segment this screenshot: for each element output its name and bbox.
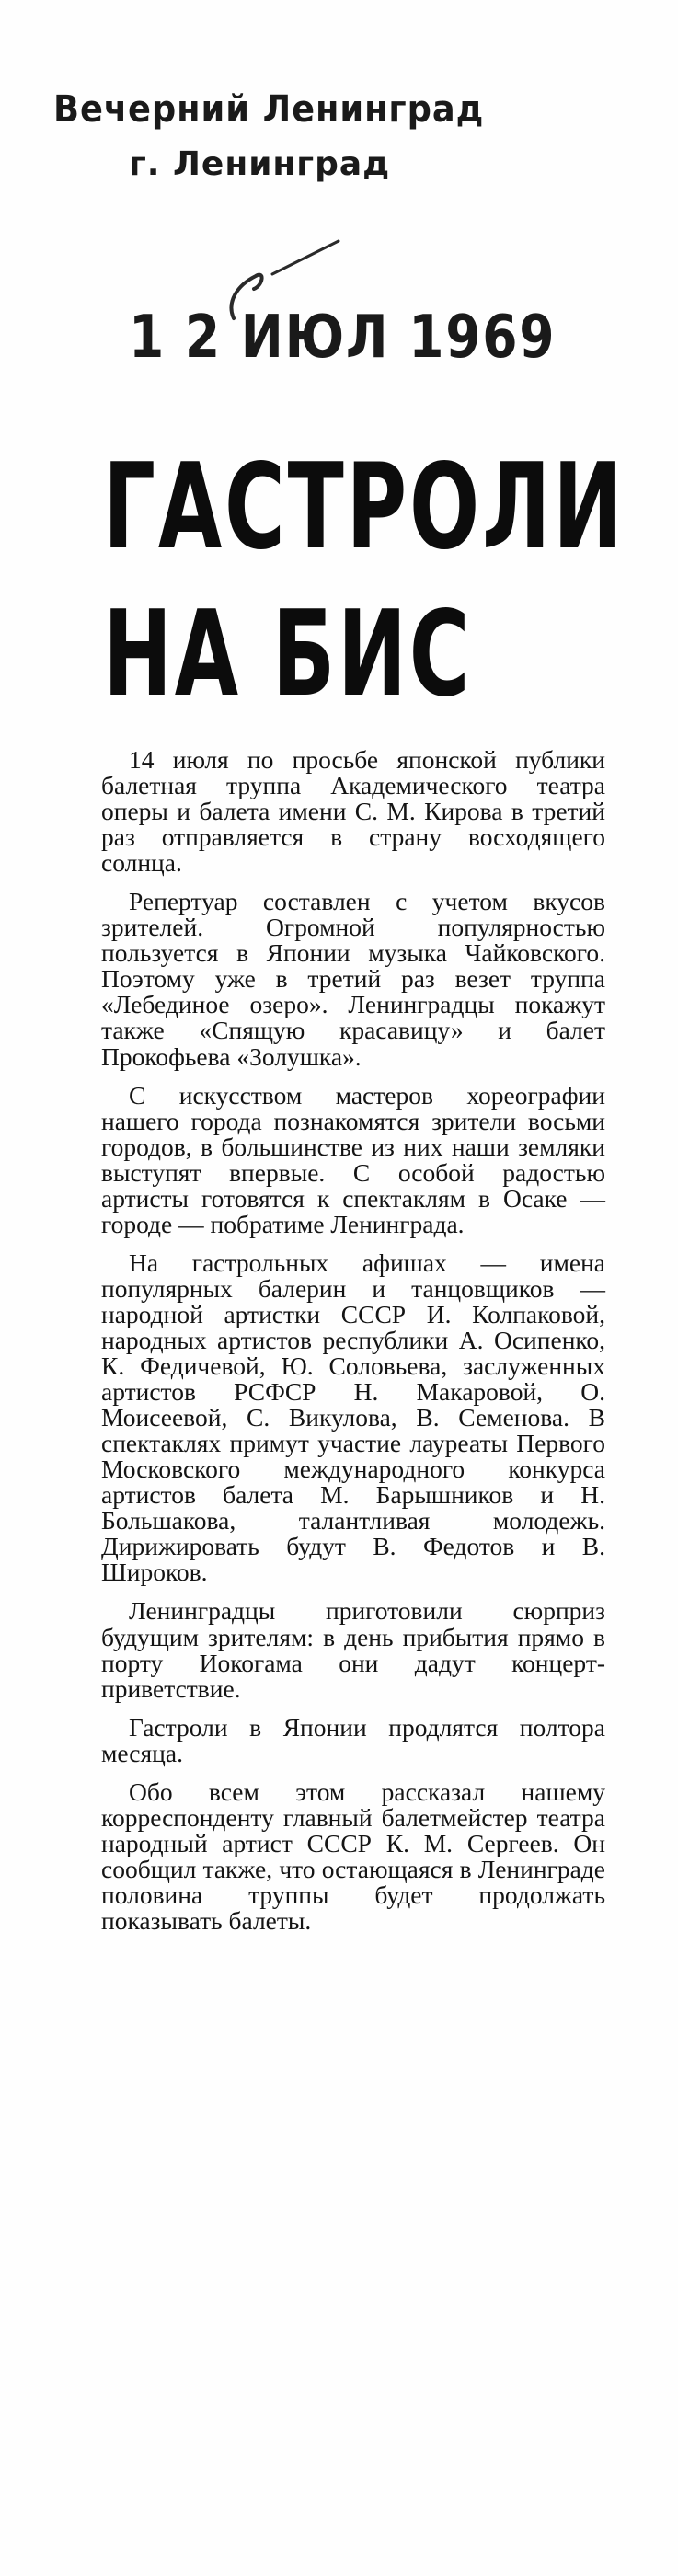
newspaper-name-stamp: Вечерний Ленинград bbox=[53, 88, 485, 131]
article-paragraph: Репертуар составлен с учетом вкусов зрителей. Огромной популярностью пользуется в Японии музыка Чайковского. Поэтому уже в третий раз везет труппа «Лебединое озеро». Ленинградцы покажут также «Спящую красавицу» и балет Прокофьева «Золушка». bbox=[101, 887, 605, 1071]
article-paragraph: Гастроли в Японии продлятся полтора месяца. bbox=[101, 1712, 605, 1767]
headline-line-1: ГАСТРОЛИ bbox=[103, 439, 625, 576]
article-paragraph: На гастрольных афишах — имена популярных балерин и танцовщиков — народной артистки СССР И. Колпаковой, народных артистов республики А. Осипенко, К. Федичевой, Ю. Соловьева, заслуженных артистов РСФСР Н. Макаровой, О. Моисеевой, С. Викулова, В. Семенова. В спектаклях примут участие лауреаты Первого Московского международного конкурса артистов балета М. Барышников и Н. Большакова, талантливая молодежь. Дирижировать будут В. Федотов и В. Широков. bbox=[101, 1248, 605, 1587]
city-stamp: г. Ленинград bbox=[129, 145, 391, 183]
article-paragraph: 14 июля по просьбе японской публики балетная труппа Академического театра оперы и балета имени С. М. Кирова в третий раз отправляется в страну восходящего солнца. bbox=[101, 745, 605, 878]
article-paragraph: С искусством мастеров хореографии нашего города познакомятся зрители восьми городов, в большинстве из них наши земляки выступят впервые. С особой радостью артисты готовятся к спектаклям в Осаке — городе — побратиме Ленинграда. bbox=[101, 1080, 605, 1238]
article-body bbox=[101, 747, 605, 1947]
headline-line-2: НА БИС bbox=[103, 586, 473, 723]
date-stamp: 1 2 ИЮЛ 1969 bbox=[129, 304, 557, 372]
article-paragraph: Обо всем этом рассказал нашему корреспонденту главный балетмейстер театра народный артист СССР К. М. Сергеев. Он сообщил также, что остающаяся в Ленинграде половина труппы будет продолжать показывать балеты. bbox=[101, 1777, 605, 1935]
article-paragraph: Ленинградцы приготовили сюрприз будущим зрителям: в день прибытия прямо в порту Иокогама они дадут концерт-приветствие. bbox=[101, 1596, 605, 1703]
